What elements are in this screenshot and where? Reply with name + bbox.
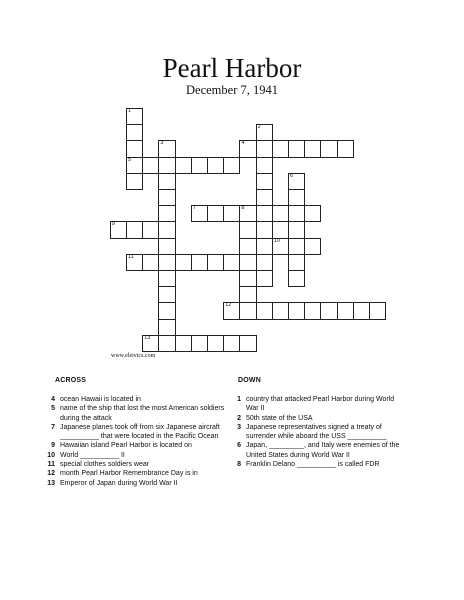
clue-number: 3 (160, 140, 164, 147)
website-credit: www.eleivics.com (111, 353, 156, 359)
crossword-cell[interactable] (126, 124, 143, 141)
crossword-cell[interactable] (304, 302, 321, 319)
crossword-cell[interactable] (239, 254, 256, 271)
crossword-cell[interactable] (320, 140, 337, 157)
crossword-cell[interactable] (126, 157, 143, 174)
across-clue (40, 460, 225, 469)
clue-text: name of the ship that lost the most American soldiers during the attack (60, 405, 225, 422)
crossword-cell[interactable] (126, 140, 143, 157)
crossword-cell[interactable] (126, 108, 143, 125)
crossword-cell[interactable] (256, 140, 273, 157)
crossword-cell[interactable] (223, 205, 240, 222)
clue-text: month Pearl Harbor Remembrance Day is in (60, 470, 198, 478)
clue-num: 1 (237, 396, 241, 403)
crossword-cell[interactable] (337, 140, 354, 157)
crossword-cell[interactable] (288, 238, 305, 255)
crossword-cell[interactable] (239, 286, 256, 303)
clue-num: 10 (47, 451, 55, 459)
across-clue (40, 395, 225, 404)
clue-num: 3 (237, 423, 241, 431)
down-clue (226, 441, 406, 460)
crossword-cell[interactable] (288, 302, 305, 319)
crossword-cell[interactable] (142, 221, 159, 238)
clue-number: 13 (144, 334, 151, 341)
crossword-cell[interactable] (223, 254, 240, 271)
crossword-cell[interactable] (256, 173, 273, 190)
across-clue-list (40, 395, 225, 488)
clue-number: 1 (128, 108, 132, 114)
crossword-cell[interactable] (239, 335, 256, 352)
clue-text: Franklin Delano __________ is called FDR (246, 461, 380, 469)
crossword-cell[interactable] (191, 254, 208, 271)
crossword-cell[interactable] (175, 335, 192, 352)
clue-number: 4 (241, 140, 245, 147)
clue-num: 9 (51, 442, 55, 450)
crossword-cell[interactable] (256, 124, 273, 141)
clue-number: 11 (128, 253, 134, 260)
clue-num: 7 (51, 423, 55, 431)
crossword-cell[interactable] (239, 238, 256, 255)
crossword-cell[interactable] (126, 254, 143, 271)
crossword-cell[interactable] (320, 302, 337, 319)
crossword-cell[interactable] (110, 221, 127, 238)
crossword-cell[interactable] (191, 157, 208, 174)
crossword-cell[interactable] (191, 205, 208, 222)
clue-text: special clothes soldiers wear (60, 461, 150, 469)
crossword-cell[interactable] (239, 221, 256, 238)
crossword-cell[interactable] (256, 238, 273, 255)
across-heading: ACROSS (55, 377, 87, 384)
crossword-cell[interactable] (256, 189, 273, 206)
crossword-cell[interactable] (158, 205, 175, 222)
clue-num: 8 (237, 461, 241, 469)
crossword-cell[interactable] (158, 302, 175, 319)
clue-num: 6 (237, 442, 241, 450)
crossword-cell[interactable] (223, 157, 240, 174)
clue-text: Japan, _________, and Italy were enemies of the United States during World War II (246, 442, 400, 459)
crossword-cell[interactable] (158, 157, 175, 174)
crossword-cell[interactable] (288, 140, 305, 157)
crossword-cell[interactable] (239, 270, 256, 287)
crossword-cell[interactable] (337, 302, 354, 319)
down-clue-list (226, 395, 406, 469)
crossword-cell[interactable] (288, 205, 305, 222)
clue-text: ocean Hawaii is located in (60, 396, 141, 403)
clue-num: 12 (47, 470, 55, 478)
crossword-cell[interactable] (369, 302, 386, 319)
crossword-cell[interactable] (126, 173, 143, 190)
clue-text: Japanese representatives signed a treaty of surrender while aboard the USS __________ (246, 423, 387, 441)
crossword-cell[interactable] (256, 205, 273, 222)
clue-number: 9 (111, 221, 115, 228)
clue-text: Hawaiian island Pearl Harbor is located on (60, 442, 192, 450)
down-clue (226, 423, 406, 442)
crossword-cell[interactable] (158, 286, 175, 303)
clue-number: 2 (257, 124, 261, 131)
crossword-cell[interactable] (256, 157, 273, 174)
clue-text: country that attacked Pearl Harbor during World War II (246, 396, 395, 413)
clue-number: 10 (273, 237, 280, 244)
clue-number: 5 (128, 156, 132, 163)
crossword-cell[interactable] (175, 254, 192, 271)
crossword-cell[interactable] (304, 238, 321, 255)
crossword-cell[interactable] (158, 335, 175, 352)
clue-number: 8 (241, 205, 245, 212)
crossword-cell[interactable] (142, 254, 159, 271)
across-clue (40, 479, 225, 488)
crossword-cell[interactable] (239, 302, 256, 319)
clue-number: 12 (225, 302, 232, 309)
clue-text: Emperor of Japan during World War II (60, 479, 178, 487)
down-clue (226, 460, 406, 469)
clue-text: 50th state of the USA (246, 414, 313, 422)
crossword-cell[interactable] (126, 221, 143, 238)
crossword-cell[interactable] (272, 238, 289, 255)
across-clue (40, 423, 225, 442)
crossword-cell[interactable] (272, 302, 289, 319)
crossword-cell[interactable] (191, 335, 208, 352)
down-heading: DOWN (238, 377, 261, 384)
crossword-cell[interactable] (158, 238, 175, 255)
crossword-cell[interactable] (256, 302, 273, 319)
clue-text: Japanese planes took off from six Japanese aircraft __________ that were located in the Pacific Ocean (60, 423, 220, 441)
crossword-cell[interactable] (175, 157, 192, 174)
crossword-cell[interactable] (353, 302, 370, 319)
crossword-cell[interactable] (158, 189, 175, 206)
across-clue (40, 451, 225, 460)
crossword-cell[interactable] (272, 140, 289, 157)
puzzle-title: Pearl Harbor (162, 53, 302, 83)
crossword-cell[interactable] (288, 221, 305, 238)
crossword-cell[interactable] (158, 319, 175, 336)
crossword-cell[interactable] (288, 189, 305, 206)
crossword-cell[interactable] (142, 335, 159, 352)
crossword-cell[interactable] (304, 140, 321, 157)
crossword-cell[interactable] (256, 254, 273, 271)
crossword-cell[interactable] (158, 270, 175, 287)
clue-number: 7 (192, 205, 196, 212)
crossword-cell[interactable] (142, 157, 159, 174)
crossword-cell[interactable] (223, 335, 240, 352)
crossword-cell[interactable] (207, 205, 224, 222)
clue-num: 13 (47, 479, 55, 487)
clue-number: 6 (290, 172, 294, 179)
crossword-cell[interactable] (239, 140, 256, 157)
crossword-cell[interactable] (272, 205, 289, 222)
crossword-cell[interactable] (207, 157, 224, 174)
puzzle-date: December 7, 1941 (186, 83, 278, 97)
clue-num: 2 (237, 414, 241, 422)
crossword-cell[interactable] (304, 205, 321, 222)
crossword-cell[interactable] (158, 254, 175, 271)
crossword-cell[interactable] (158, 140, 175, 157)
crossword-cell[interactable] (256, 270, 273, 287)
clue-num: 5 (51, 405, 55, 413)
across-clue (40, 441, 225, 450)
crossword-cell[interactable] (223, 302, 240, 319)
crossword-cell[interactable] (158, 221, 175, 238)
crossword-cell[interactable] (158, 173, 175, 190)
crossword-cell[interactable] (207, 335, 224, 352)
across-clue (40, 404, 225, 423)
crossword-cell[interactable] (207, 254, 224, 271)
crossword-cell[interactable] (239, 205, 256, 222)
crossword-cell[interactable] (288, 254, 305, 271)
clue-text: World __________ II (60, 451, 125, 459)
crossword-cell[interactable] (288, 270, 305, 287)
down-clue (226, 395, 406, 414)
crossword-cell[interactable] (288, 173, 305, 190)
clue-num: 11 (47, 461, 55, 469)
down-clue (226, 414, 406, 423)
crossword-cell[interactable] (256, 221, 273, 238)
across-clue (40, 469, 225, 478)
clue-num: 4 (51, 396, 55, 403)
